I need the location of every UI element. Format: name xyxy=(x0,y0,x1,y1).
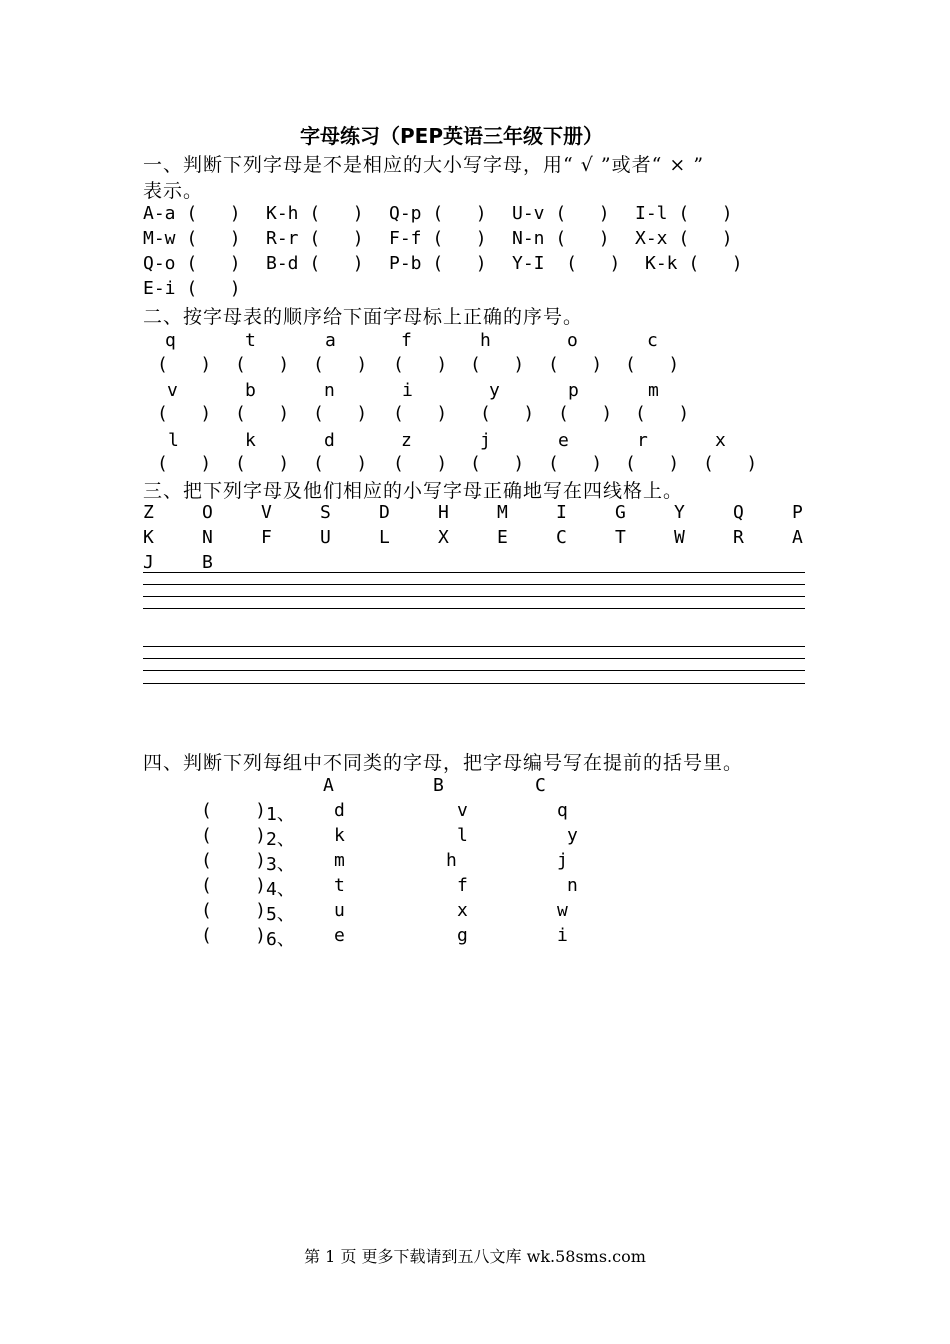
capital-letter: B xyxy=(202,552,213,573)
capital-letter: P xyxy=(792,502,803,523)
answer-blank[interactable]: ( ) xyxy=(201,900,267,921)
pair-item: K-k ( ) xyxy=(645,253,743,274)
option-b: f xyxy=(457,875,468,896)
pair-item: B-d ( ) xyxy=(266,253,364,274)
capital-letter: C xyxy=(556,527,567,548)
capital-letter: E xyxy=(497,527,508,548)
answer-blank[interactable]: ( ) xyxy=(313,403,368,424)
capital-letter: U xyxy=(320,527,331,548)
option-a: e xyxy=(334,925,345,946)
pair-item: Y-I ( ) xyxy=(512,253,621,274)
capital-letter: I xyxy=(556,502,567,523)
capital-letter: L xyxy=(379,527,390,548)
section1-instruction-cont: 表示。 xyxy=(143,180,204,202)
option-b: v xyxy=(457,800,468,821)
column-header: A xyxy=(323,775,334,796)
letter: j xyxy=(480,430,491,451)
page-footer: 第 1 页 更多下载请到五八文库 wk.58sms.com xyxy=(304,1247,646,1266)
column-header: B xyxy=(433,775,444,796)
pair-item: R-r ( ) xyxy=(266,228,364,249)
capital-letter: G xyxy=(615,502,626,523)
capital-letter: D xyxy=(379,502,390,523)
letter: n xyxy=(324,380,335,401)
letter: q xyxy=(165,330,176,351)
option-b: x xyxy=(457,900,468,921)
pair-item: K-h ( ) xyxy=(266,203,364,224)
question-number: 1、 xyxy=(266,804,295,825)
capital-letter: N xyxy=(202,527,213,548)
option-c: w xyxy=(557,900,568,921)
option-c: q xyxy=(557,800,568,821)
grid-line xyxy=(143,683,805,684)
pair-item: P-b ( ) xyxy=(389,253,487,274)
answer-blank[interactable]: ( ) xyxy=(393,403,448,424)
answer-blank[interactable]: ( ) xyxy=(201,800,267,821)
answer-blank[interactable]: ( ) xyxy=(625,453,680,474)
capital-letter: S xyxy=(320,502,331,523)
question-number: 5、 xyxy=(266,904,295,925)
pair-item: Q-o ( ) xyxy=(143,253,241,274)
pair-item: A-a ( ) xyxy=(143,203,241,224)
answer-blank[interactable]: ( ) xyxy=(470,453,525,474)
grid-line xyxy=(143,572,805,573)
answer-blank[interactable]: ( ) xyxy=(548,354,603,375)
option-c: j xyxy=(557,850,568,871)
answer-blank[interactable]: ( ) xyxy=(201,825,267,846)
pair-item: F-f ( ) xyxy=(389,228,487,249)
letter: d xyxy=(324,430,335,451)
option-c: y xyxy=(567,825,578,846)
answer-blank[interactable]: ( ) xyxy=(480,403,535,424)
letter: l xyxy=(168,430,179,451)
answer-blank[interactable]: ( ) xyxy=(393,354,448,375)
grid-line xyxy=(143,646,805,647)
letter: e xyxy=(558,430,569,451)
capital-letter: O xyxy=(202,502,213,523)
answer-blank[interactable]: ( ) xyxy=(201,925,267,946)
capital-letter: X xyxy=(438,527,449,548)
letter: c xyxy=(647,330,658,351)
capital-letter: Z xyxy=(143,502,154,523)
answer-blank[interactable]: ( ) xyxy=(235,354,290,375)
column-header: C xyxy=(535,775,546,796)
letter: v xyxy=(167,380,178,401)
letter: o xyxy=(567,330,578,351)
answer-blank[interactable]: ( ) xyxy=(235,453,290,474)
capital-letter: F xyxy=(261,527,272,548)
answer-blank[interactable]: ( ) xyxy=(470,354,525,375)
capital-letter: T xyxy=(615,527,626,548)
letter: a xyxy=(325,330,336,351)
option-b: g xyxy=(457,925,468,946)
grid-line xyxy=(143,608,805,609)
letter: m xyxy=(648,380,659,401)
letter: z xyxy=(401,430,412,451)
answer-blank[interactable]: ( ) xyxy=(313,354,368,375)
pair-item: I-l ( ) xyxy=(635,203,733,224)
capital-letter: Y xyxy=(674,502,685,523)
pair-item: U-v ( ) xyxy=(512,203,610,224)
grid-line xyxy=(143,670,805,671)
option-a: u xyxy=(334,900,345,921)
question-number: 4、 xyxy=(266,879,295,900)
option-a: m xyxy=(334,850,345,871)
grid-line xyxy=(143,596,805,597)
pair-item: E-i ( ) xyxy=(143,278,241,299)
option-a: t xyxy=(334,875,345,896)
section4-instruction: 四、判断下列每组中不同类的字母，把字母编号写在提前的括号里。 xyxy=(143,752,744,774)
option-c: n xyxy=(567,875,578,896)
question-number: 6、 xyxy=(266,929,295,950)
page-title: 字母练习（PEP英语三年级下册） xyxy=(300,124,603,148)
section3-instruction: 三、把下列字母及他们相应的小写字母正确地写在四线格上。 xyxy=(143,480,684,502)
letter: t xyxy=(245,330,256,351)
capital-letter: V xyxy=(261,502,272,523)
letter: r xyxy=(637,430,648,451)
answer-blank[interactable]: ( ) xyxy=(393,453,448,474)
capital-letter: H xyxy=(438,502,449,523)
letter: b xyxy=(245,380,256,401)
section2-instruction: 二、按字母表的顺序给下面字母标上正确的序号。 xyxy=(143,306,584,328)
grid-line xyxy=(143,658,805,659)
pair-item: X-x ( ) xyxy=(635,228,733,249)
answer-blank[interactable]: ( ) xyxy=(548,453,603,474)
answer-blank[interactable]: ( ) xyxy=(201,875,267,896)
pair-item: N-n ( ) xyxy=(512,228,610,249)
option-a: k xyxy=(334,825,345,846)
letter: x xyxy=(715,430,726,451)
answer-blank[interactable]: ( ) xyxy=(235,403,290,424)
grid-line xyxy=(143,584,805,585)
capital-letter: A xyxy=(792,527,803,548)
answer-blank[interactable]: ( ) xyxy=(157,403,212,424)
answer-blank[interactable]: ( ) xyxy=(635,403,690,424)
letter: f xyxy=(401,330,412,351)
answer-blank[interactable]: ( ) xyxy=(157,453,212,474)
letter: y xyxy=(489,380,500,401)
question-number: 3、 xyxy=(266,854,295,875)
capital-letter: K xyxy=(143,527,154,548)
answer-blank[interactable]: ( ) xyxy=(201,850,267,871)
letter: h xyxy=(480,330,491,351)
capital-letter: M xyxy=(497,502,508,523)
capital-letter: W xyxy=(674,527,685,548)
option-c: i xyxy=(557,925,568,946)
capital-letter: Q xyxy=(733,502,744,523)
letter: i xyxy=(402,380,413,401)
option-b: l xyxy=(457,825,468,846)
question-number: 2、 xyxy=(266,829,295,850)
answer-blank[interactable]: ( ) xyxy=(703,453,758,474)
section1-instruction: 一、判断下列字母是不是相应的大小写字母，用“ √ ”或者“ × ” xyxy=(143,154,705,176)
letter: p xyxy=(568,380,579,401)
capital-letter: J xyxy=(143,552,154,573)
answer-blank[interactable]: ( ) xyxy=(558,403,613,424)
letter: k xyxy=(245,430,256,451)
pair-item: M-w ( ) xyxy=(143,228,241,249)
answer-blank[interactable]: ( ) xyxy=(625,354,680,375)
answer-blank[interactable]: ( ) xyxy=(157,354,212,375)
pair-item: Q-p ( ) xyxy=(389,203,487,224)
capital-letter: R xyxy=(733,527,744,548)
option-a: d xyxy=(334,800,345,821)
answer-blank[interactable]: ( ) xyxy=(313,453,368,474)
option-b: h xyxy=(446,850,457,871)
